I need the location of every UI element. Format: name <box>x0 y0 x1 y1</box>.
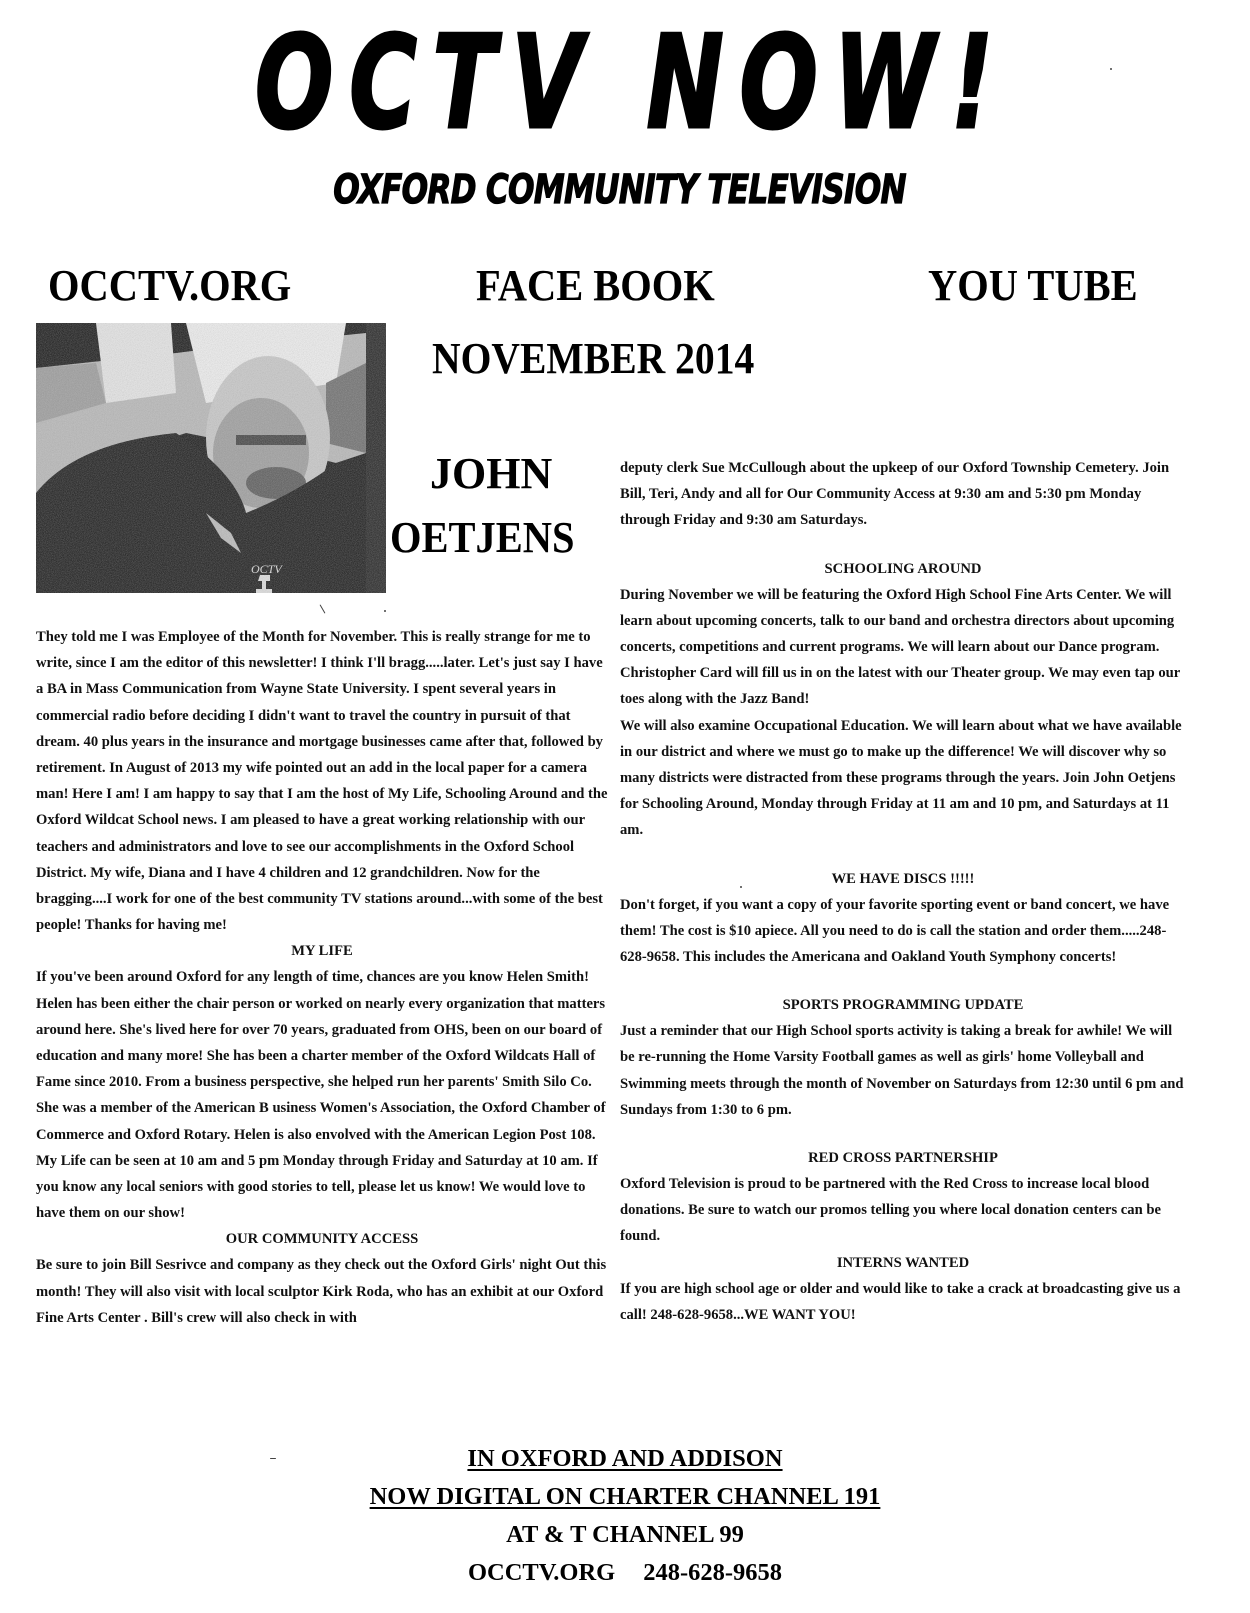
facebook-link[interactable]: FACE BOOK <box>476 261 715 310</box>
footer-phone: 248-628-9658 <box>643 1559 783 1586</box>
section-heading-discs: WE HAVE DISCS !!!!! <box>831 870 975 887</box>
section-body-sports: Just a reminder that our High School sports activity is taking a break for awhile! We will be re-running the Home Varsity Football games as well as girls' home Volleyball and Swimming meets through the month of November on Saturdays from 12:30 until 6 pm and Sundays from 1:30 to 6 pm. <box>620 1023 1184 1118</box>
left-column <box>36 624 608 1331</box>
website-link[interactable]: OCCTV.ORG <box>48 261 292 310</box>
feature-body: They told me I was Employee of the Month for November. This is really strange for me to write, since I am the editor of this newsletter! I think I'll bragg.....later. Let's just say I have a BA in Mass Communication from Wayne State University. I spent several years in commercial radio before deciding I didn't want to travel the country in pursuit of that dream. 40 plus years in the insurance and mortgage businesses came after that, followed by retirement. In August of 2013 my wife pointed out an add in the local paper for a camera man! Here I am! I am happy to say that I am the host of My Life, Schooling Around and the Oxford Wildcat School news. I am pleased to have a great working relationship with our teachers and administrators and love to see our accomplishments in the Oxford School District. My wife, Diana and I have 4 children and 12 grandchildren. Now for the bragging....I work for one of the best community TV stations around...with some of the best people! Thanks for having me! <box>36 629 608 934</box>
footer-att-line: AT & T CHANNEL 99 <box>506 1521 744 1548</box>
scan-artifact <box>740 886 742 888</box>
footer-area-line: IN OXFORD AND ADDISON <box>467 1445 783 1472</box>
section-body-red-cross: Oxford Television is proud to be partnered with the Red Cross to increase local blood donations. Be sure to watch our promos telling you where local donation centers can be found. <box>620 1176 1161 1245</box>
scan-artifact <box>320 604 326 613</box>
section-body-schooling-around: During November we will be featuring the Oxford High School Fine Arts Center. We will learn about upcoming concerts, talk to our band and orchestra directors about upcoming concerts, competitions and current programs. We will learn about our Dance program. Christopher Card will fill us in on the latest with our Theater group. We may even tap our toes along with the Jazz Band! <box>620 586 1181 708</box>
footer <box>0 1440 1250 1592</box>
masthead-title: OCTV NOW! <box>255 9 1009 158</box>
section-body-community-access-continued: deputy clerk Sue McCullough about the upkeep of our Oxford Township Cemetery. Join Bill, Teri, Andy and all for Our Community Access at 9:30 am and 5:30 pm Monday through Friday and 9:30 am Saturdays. <box>620 460 1170 529</box>
right-column <box>620 455 1186 1328</box>
employee-last-name: OETJENS <box>390 513 575 562</box>
employee-photo <box>36 323 386 593</box>
issue-date: NOVEMBER 2014 <box>432 334 755 383</box>
scan-artifact <box>1110 68 1112 70</box>
section-heading-sports: SPORTS PROGRAMMING UPDATE <box>782 997 1024 1014</box>
section-body-schooling-around-2: We will also examine Occupational Education. We will learn about what we have available in our district and where we must go to make up the difference! We will discover why so many districts were distracted from these programs through the years. Join John Oetjens for Schooling Around, Monday through Friday at 11 am and 10 pm, and Saturdays at 11 am. <box>620 717 1182 839</box>
section-body-discs: Don't forget, if you want a copy of your favorite sporting event or band concert, we have them! The cost is $10 apiece. All you need to do is call the station and order them.....248-628-9658. This includes the Americana and Oakland Youth Symphony concerts! <box>620 896 1170 966</box>
portrait-image <box>36 323 386 593</box>
section-heading-red-cross: RED CROSS PARTNERSHIP <box>808 1150 998 1167</box>
scan-artifact <box>270 1458 276 1459</box>
section-heading-schooling-around: SCHOOLING AROUND <box>824 560 982 577</box>
section-body-interns: If you are high school age or older and would like to take a crack at broadcasting give us a call! 248-628-9658...WE WANT YOU! <box>620 1280 1181 1323</box>
footer-contact-line <box>0 1554 1250 1592</box>
section-body-my-life: If you've been around Oxford for any length of time, chances are you know Helen Smith! Helen has been either the chair person or worked on nearly every organization that matters around here. She's lived here for over 70 years, graduated from OHS, been on our board of education and many more! She has been a charter member of the Oxford Wildcats Hall of Fame since 2010. From a business perspective, she helped run her parents' Smith Silo Co. She was a member of the American B usiness Women's Association, the Oxford Chamber of Commerce and Oxford Rotary. Helen is also envolved with the American Legion Post 108. My Life can be seen at 10 am and 5 pm Monday through Friday and Saturday at 10 am. If you know any local seniors with good stories to tell, please let us know! We would love to have them on our show! <box>36 969 606 1222</box>
section-heading-my-life: MY LIFE <box>291 943 353 960</box>
scan-artifact <box>384 610 386 612</box>
employee-first-name: JOHN <box>430 449 553 498</box>
section-heading-interns: INTERNS WANTED <box>836 1254 970 1271</box>
section-heading-community-access: OUR COMMUNITY ACCESS <box>225 1231 419 1248</box>
footer-charter-line: NOW DIGITAL ON CHARTER CHANNEL 191 <box>369 1483 881 1510</box>
masthead-subtitle: OXFORD COMMUNITY TELEVISION <box>333 167 906 213</box>
footer-website-link[interactable]: OCCTV.ORG <box>467 1559 616 1586</box>
youtube-link[interactable]: YOU TUBE <box>928 261 1138 310</box>
section-body-community-access: Be sure to join Bill Sesrivce and company as they check out the Oxford Girls' night Out this month! They will also visit with local sculptor Kirk Roda, who has an exhibit at our Oxford Fine Arts Center . Bill's crew will also check in with <box>36 1257 607 1326</box>
